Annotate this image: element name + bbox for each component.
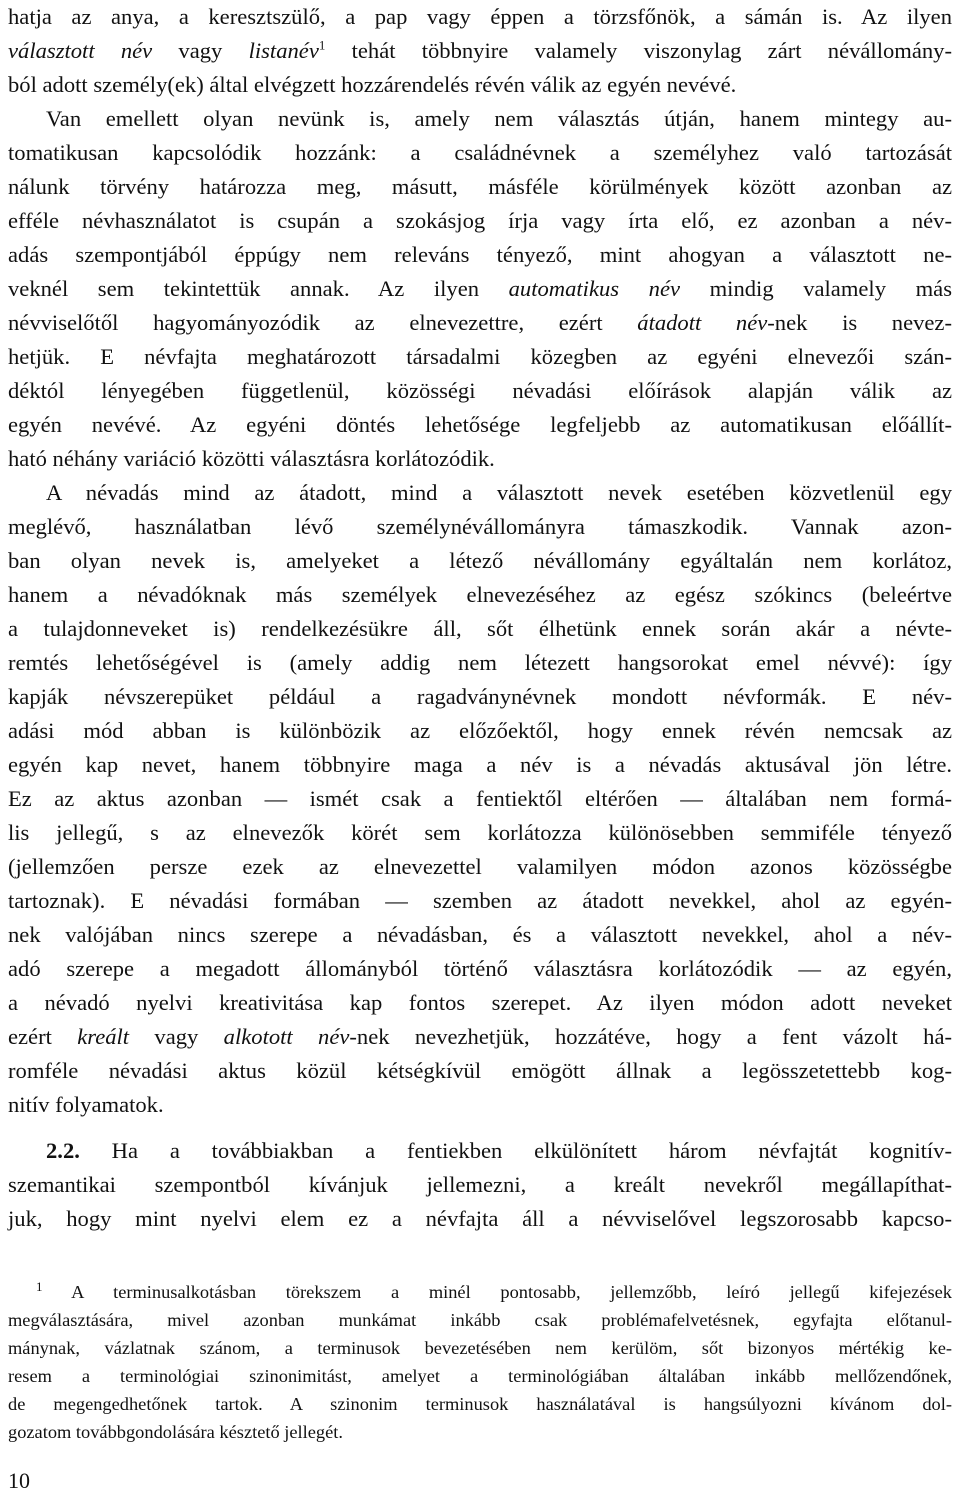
text-line	[8, 136, 952, 170]
text-run: -nek nevezhetjük, hozzátéve, hogy a fent vázolt há-	[349, 1024, 952, 1049]
page-number: 10	[8, 1468, 30, 1493]
text-line	[8, 748, 952, 782]
text-run: választott név	[8, 38, 153, 63]
text-line	[8, 340, 952, 374]
text-run: egyén kap nevet, hanem többnyire maga a név is a névadás aktusával jön létre.	[8, 752, 952, 777]
text-run: juk, hogy mint nyelvi elem ez a névfajta áll a névviselővel legszorosabb kapcso-	[8, 1206, 952, 1231]
text-run: ból adott személy(ek) által elvégzett hozzárendelés révén válik az egyén nevévé.	[8, 72, 737, 97]
text-run: kapják névszerepüket például a ragadványnévnek mondott névformák. E név-	[8, 684, 952, 709]
text-run: meglévő, használatban lévő személynévállományra támaszkodik. Vannak azon-	[8, 514, 952, 539]
text-run: efféle névhasználatot is csupán a szokásjog írja vagy írta elő, ez azonban a név-	[8, 208, 952, 233]
text-run: A terminusalkotásban törekszem a minél pontosabb, jellemzőbb, leíró jellegű kifejezések	[42, 1282, 952, 1302]
text-run: (jellemzően persze ezek az elnevezettel valamilyen módon azonos közösségbe	[8, 854, 952, 879]
text-run: megválasztására, mivel azonban munkámat inkább csak problémafelvetésnek, egyfajta előtanul-	[8, 1310, 952, 1330]
text-run: tartoznak). E névadási formában — szemben az átadott nevekkel, ahol az egyén-	[8, 888, 952, 913]
text-line	[8, 986, 952, 1020]
text-line	[8, 34, 952, 68]
text-run: kreált	[77, 1024, 130, 1049]
text-run: a tulajdonneveket is) rendelkezésükre áll, sőt élhetünk ennek során akár a névte-	[8, 616, 952, 641]
text-line	[8, 442, 952, 476]
text-run: -nek is nevez-	[767, 310, 952, 335]
text-run: mindig valamely más	[680, 276, 952, 301]
text-line	[8, 612, 952, 646]
text-line	[8, 1088, 952, 1122]
text-run: Ha a továbbiakban a fentiekben elkülönített három névfajtát kognitív-	[79, 1138, 952, 1163]
text-line	[8, 918, 952, 952]
text-line	[8, 1020, 952, 1054]
text-line	[8, 238, 952, 272]
text-run: adási mód abban is különbözik az előzőektől, hogy ennek révén nemcsak az	[8, 718, 952, 743]
text-run: adás szempontjából éppúgy nem releváns tényező, mint ahogyan a választott ne-	[8, 242, 952, 267]
text-run: hanem a névadóknak más személyek elnevezéséhez az egész szókincs (beleértve	[8, 582, 952, 607]
text-run: tomatikusan kapcsolódik hozzánk: a családnévnek a személyhez való tartozását	[8, 140, 952, 165]
text-line	[8, 884, 952, 918]
text-line	[46, 476, 952, 510]
text-run: listanév	[248, 38, 319, 63]
text-run: romféle névadási aktus közül kétségkívül emögött állnak a legösszetettebb kog-	[8, 1058, 952, 1083]
text-line	[8, 544, 952, 578]
text-line	[8, 1168, 952, 1202]
text-run: 1	[36, 1278, 43, 1294]
text-run: mánynak, vázlatnak szánom, a terminusok bevezetésében nem kerülöm, sőt bizonyos mértékig ke-	[8, 1338, 952, 1358]
text-run: de megengedhetőnek tartok. A szinonim terminusok használatával is hangsúlyozni kívánom dol-	[8, 1394, 952, 1414]
text-run: ban olyan nevek is, amelyeket a létező névállomány egyáltalán nem korlátoz,	[8, 548, 952, 573]
footnote-line	[8, 1306, 952, 1334]
text-line	[8, 68, 952, 102]
footnote-line	[8, 1362, 952, 1390]
text-run: déktól lényegében függetlenül, közösségi névadási előírások alapján válik az	[8, 378, 952, 403]
text-line	[8, 510, 952, 544]
text-run: 1	[318, 37, 326, 53]
text-run: Van emellett olyan nevünk is, amely nem választás útján, hanem mintegy au-	[46, 106, 952, 131]
text-line	[8, 782, 952, 816]
text-run: szemantikai szempontból kívánjuk jellemezni, a kreált nevekről megállapíthat-	[8, 1172, 952, 1197]
footnote-line	[8, 1334, 952, 1362]
footnote-line	[8, 1418, 952, 1446]
text-run: automatikus név	[508, 276, 681, 301]
text-line	[8, 1202, 952, 1236]
text-run: vagy	[152, 38, 249, 63]
text-run: ezért	[8, 1024, 78, 1049]
text-line	[8, 714, 952, 748]
text-run: hatja az anya, a keresztszülő, a pap vagy éppen a törzsfőnök, a sámán is. Az ilyen	[8, 4, 952, 29]
text-run: Ez az aktus azonban — ismét csak a fentiektől eltérően — általában nem formá-	[8, 786, 952, 811]
text-run: nek valójában nincs szerepe a névadásban, és a választott nevekkel, ahol a név-	[8, 922, 952, 947]
text-run: 2.2.	[46, 1138, 80, 1163]
text-line	[46, 1134, 952, 1168]
text-line	[8, 272, 952, 306]
text-run: adó szerepe a megadott állományból történő választásra korlátozódik — az egyén,	[8, 956, 952, 981]
text-run: A névadás mind az átadott, mind a választott nevek esetében közvetlenül egy	[46, 480, 952, 505]
text-line	[8, 408, 952, 442]
text-line	[8, 0, 952, 34]
text-run: névviselőtől hagyományozódik az elnevezettre, ezért	[8, 310, 638, 335]
text-line	[8, 374, 952, 408]
footnote-line	[36, 1278, 952, 1306]
text-line	[8, 1054, 952, 1088]
text-line	[46, 102, 952, 136]
text-line	[8, 952, 952, 986]
text-run: nálunk törvény határozza meg, másutt, másféle körülmények között azonban az	[8, 174, 952, 199]
text-line	[8, 306, 952, 340]
text-run: ható néhány variáció közötti választásra korlátozódik.	[8, 446, 495, 471]
text-run: nitív folyamatok.	[8, 1092, 164, 1117]
text-run: egyén nevévé. Az egyéni döntés lehetősége legfeljebb az automatikusan előállít-	[8, 412, 952, 437]
text-run: alkotott név	[223, 1024, 350, 1049]
text-run: resem a terminológiai szinonimitást, amelyet a terminológiában általában inkább mellőzendőnek,	[8, 1366, 952, 1386]
text-run: veknél sem tekintettük annak. Az ilyen	[8, 276, 509, 301]
text-line	[8, 646, 952, 680]
text-line	[8, 816, 952, 850]
text-run: átadott név	[637, 310, 768, 335]
text-run: hetjük. E névfajta meghatározott társadalmi közegben az egyéni elnevezői szán-	[8, 344, 952, 369]
text-line	[8, 680, 952, 714]
footnote-line	[8, 1390, 952, 1418]
text-run: a névadó nyelvi kreativitása kap fontos szerepet. Az ilyen módon adott neveket	[8, 990, 952, 1015]
text-run: tehát többnyire valamely viszonylag zárt névállomány-	[325, 38, 952, 63]
text-run: vagy	[129, 1024, 224, 1049]
text-line	[8, 850, 952, 884]
text-line	[8, 170, 952, 204]
text-run: gozatom továbbgondolására késztető jellegét.	[8, 1422, 344, 1442]
text-run: remtés lehetőségével is (amely addig nem létezett hangsorokat emel névvé): így	[8, 650, 952, 675]
text-line	[8, 204, 952, 238]
text-run: lis jellegű, s az elnevezők körét sem korlátozza különösebben semmiféle tényező	[8, 820, 952, 845]
text-line	[8, 578, 952, 612]
